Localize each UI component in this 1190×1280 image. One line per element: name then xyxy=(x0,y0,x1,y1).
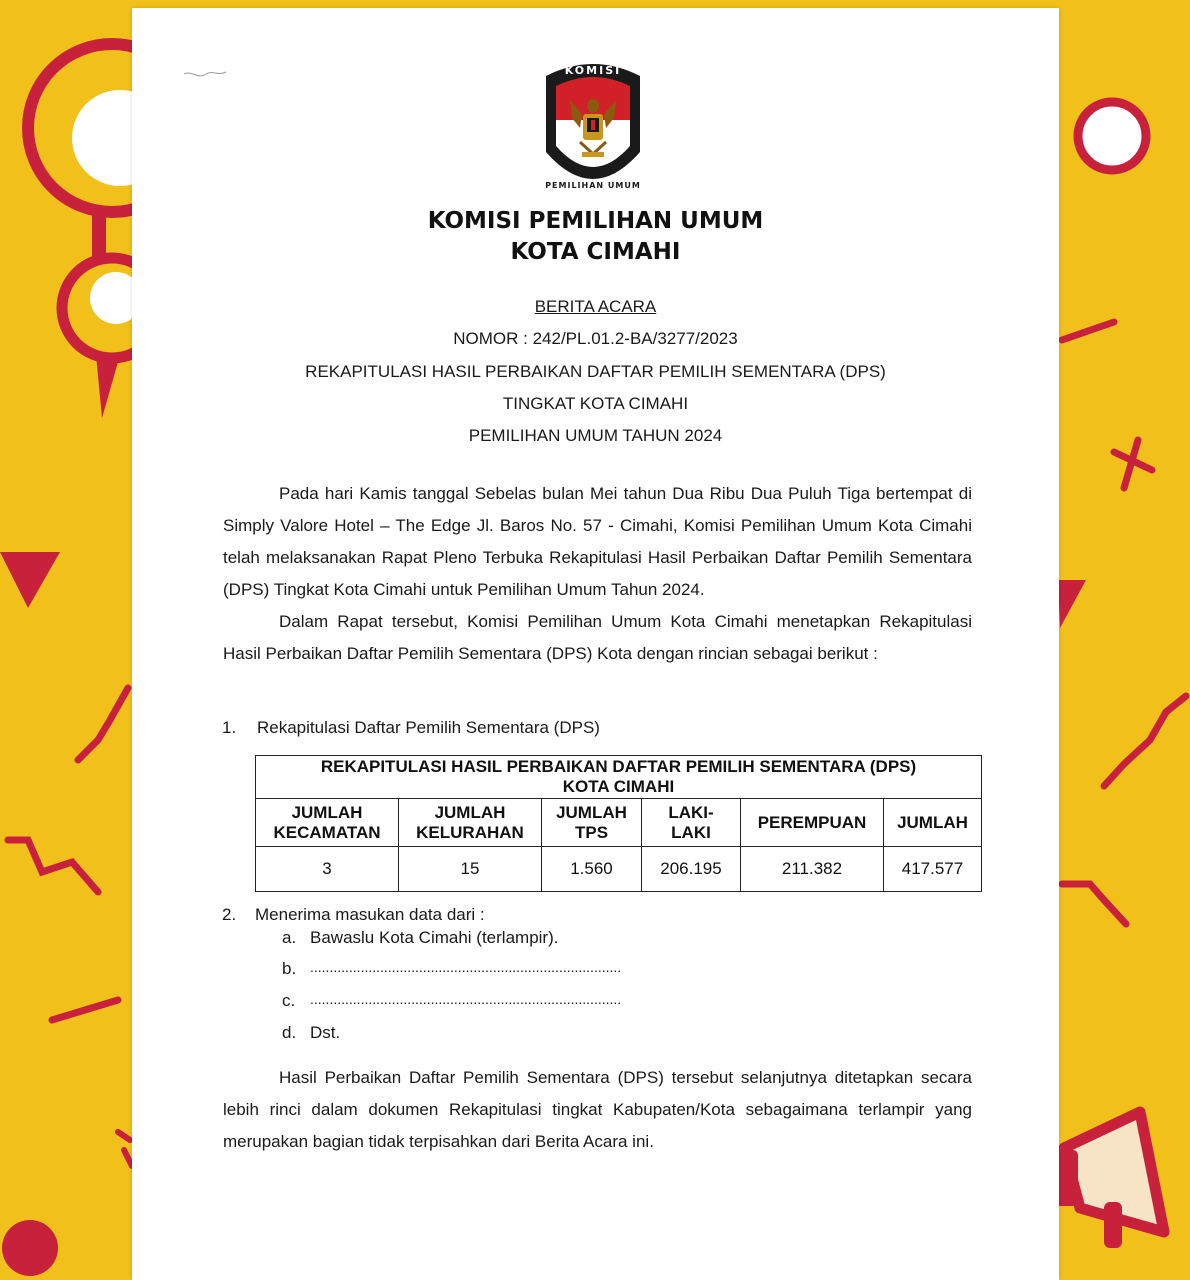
doc-title: BERITA ACARA xyxy=(534,297,657,316)
table-header-row xyxy=(256,799,982,847)
deco-ring-right xyxy=(1078,102,1146,170)
item2-text: Menerima masukan data dari : xyxy=(255,905,485,924)
col-header-kecamatan: JUMLAH KECAMATAN xyxy=(256,799,399,847)
cell-tps: 1.560 xyxy=(542,847,642,892)
sub-item-b-text: ................................................................................ xyxy=(310,959,622,975)
paragraph-meeting: Dalam Rapat tersebut, Komisi Pemilihan Umum Kota Cimahi menetapkan Rekapitulasi Hasil Perbaikan Daftar Pemilih Sementara (DPS) Kota dengan rincian sebagai berikut : xyxy=(223,612,972,663)
col-header-jumlah: JUMLAH xyxy=(884,799,982,847)
col-header-perempuan: PEREMPUAN xyxy=(741,799,884,847)
table-title-line2: KOTA CIMAHI xyxy=(562,777,675,796)
deco-zigzag-right2 xyxy=(1062,884,1126,924)
paragraph-closing: Hasil Perbaikan Daftar Pemilih Sementara (DPS) tersebut selanjutnya ditetapkan secara lebih rinci dalam dokumen Rekapitulasi tingkat Kabupaten/Kota sebagaimana terlampir yang merupakan bagian tidak terpisahkan dari Berita Acara ini. xyxy=(223,1068,972,1151)
cell-perempuan: 211.382 xyxy=(741,847,884,892)
table-row xyxy=(256,847,982,892)
item1-number: 1. xyxy=(222,718,237,737)
cell-laki: 206.195 xyxy=(642,847,741,892)
deco-dash-right xyxy=(1062,322,1114,340)
table-title xyxy=(256,756,982,799)
deco-tick-left2 xyxy=(124,1150,132,1166)
item1-text: Rekapitulasi Daftar Pemilih Sementara (DPS) xyxy=(257,718,600,737)
deco-zigzag-left1 xyxy=(78,688,128,760)
sub-item-a-letter: a. xyxy=(282,928,297,947)
col-header-tps: JUMLAH TPS xyxy=(542,799,642,847)
logo-text-top: KOMISI xyxy=(564,64,622,77)
sub-item-b-letter: b. xyxy=(282,959,297,978)
col-header-kelurahan: JUMLAH KELURAHAN xyxy=(399,799,542,847)
sub-item-c-text: ................................................................................ xyxy=(310,991,622,1007)
deco-zigzag-left2 xyxy=(8,840,98,892)
doc-subject-line1: REKAPITULASI HASIL PERBAIKAN DAFTAR PEMILIH SEMENTARA (DPS) xyxy=(305,362,886,381)
item2-number: 2. xyxy=(222,905,237,924)
sub-item-d-text: Dst. xyxy=(310,1023,341,1042)
paragraph-opening: Pada hari Kamis tanggal Sebelas bulan Mei tahun Dua Ribu Dua Puluh Tiga bertempat di Simply Valore Hotel – The Edge Jl. Baros No. 57 - Cimahi, Komisi Pemilihan Umum Kota Cimahi telah melaksanakan Rapat Pleno Terbuka Rekapitulasi Hasil Perbaikan Daftar Pemilih Sementara (DPS) Tingkat Kota Cimahi untuk Pemilihan Umum Tahun 2024. xyxy=(223,484,972,599)
deco-dash-left xyxy=(52,1000,118,1020)
org-name-line2: KOTA CIMAHI xyxy=(510,239,681,265)
document-page xyxy=(132,8,1059,1280)
table-title-line1: REKAPITULASI HASIL PERBAIKAN DAFTAR PEMILIH SEMENTARA (DPS) xyxy=(320,757,917,776)
deco-tick-left xyxy=(118,1132,130,1140)
pencil-scribble xyxy=(182,68,232,92)
deco-triangle-left xyxy=(0,552,60,608)
sub-item-a-text: Bawaslu Kota Cimahi (terlampir). xyxy=(310,928,559,947)
doc-subject-line3: PEMILIHAN UMUM TAHUN 2024 xyxy=(468,426,723,445)
deco-zigzag-right1 xyxy=(1104,696,1186,786)
col-header-laki: LAKI- LAKI xyxy=(642,799,741,847)
doc-number: NOMOR : 242/PL.01.2-BA/3277/2023 xyxy=(453,329,738,348)
org-name-line1: KOMISI PEMILIHAN UMUM xyxy=(427,208,764,234)
sub-item-d-letter: d. xyxy=(282,1023,297,1042)
deco-spike xyxy=(96,355,120,418)
dps-recap-table xyxy=(255,755,982,892)
deco-dot-bottom-left xyxy=(2,1220,58,1276)
cell-jumlah: 417.577 xyxy=(884,847,982,892)
cell-kelurahan: 15 xyxy=(399,847,542,892)
cell-kecamatan: 3 xyxy=(256,847,399,892)
deco-triangle-right xyxy=(1058,580,1086,628)
logo-text-bottom: PEMILIHAN UMUM xyxy=(545,181,641,190)
kpu-logo-icon xyxy=(536,56,650,196)
sub-item-c-letter: c. xyxy=(282,991,296,1010)
doc-subject-line2: TINGKAT KOTA CIMAHI xyxy=(502,394,689,413)
